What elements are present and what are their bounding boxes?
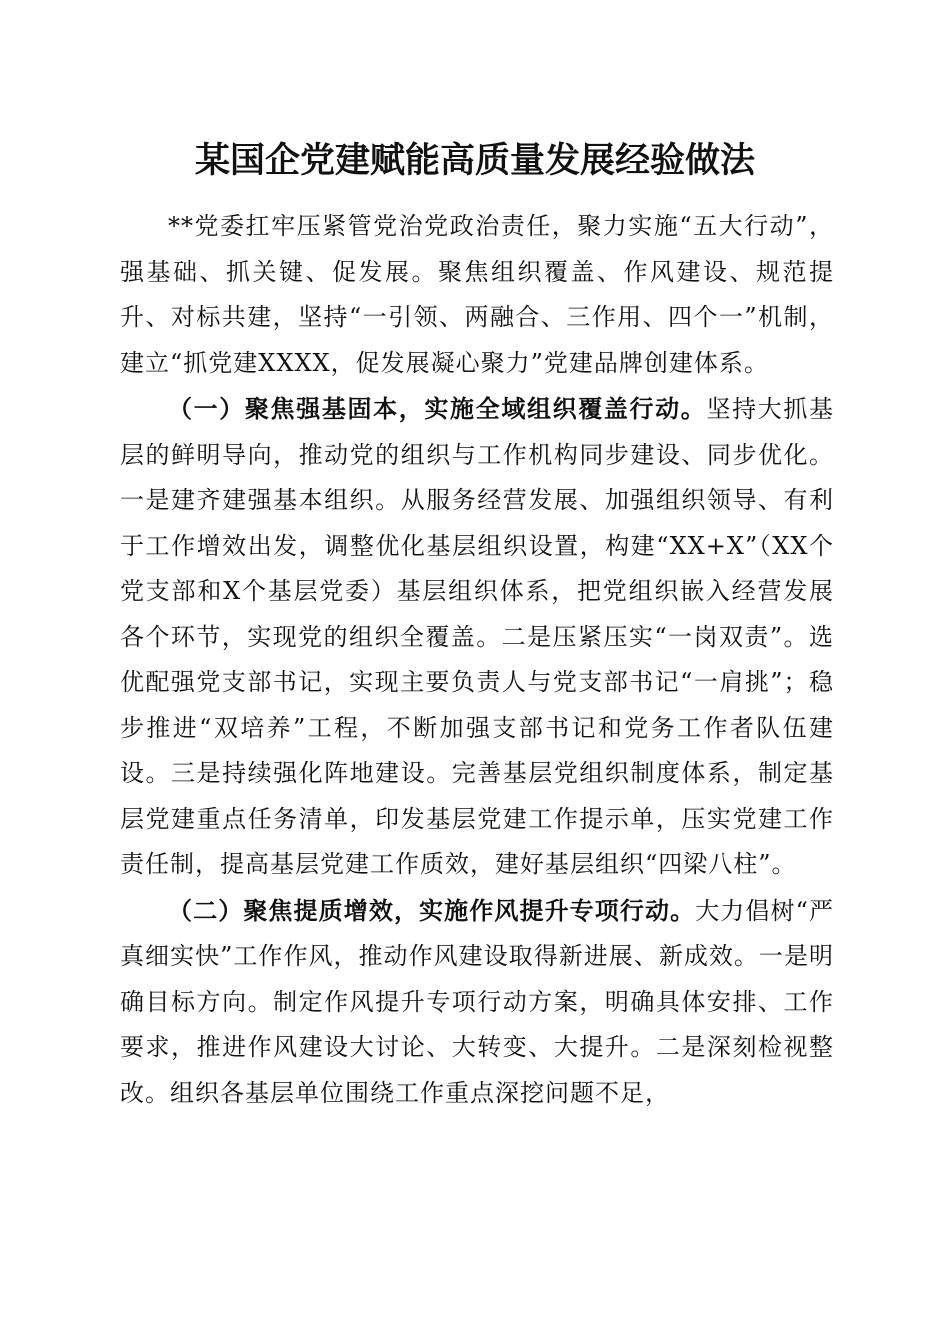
document-title: 某国企党建赋能高质量发展经验做法 xyxy=(194,140,755,181)
section-heading-2: （二）聚焦提质增效，实施作风提升专项行动。 xyxy=(168,895,696,925)
section-paragraph-2 xyxy=(120,888,834,1117)
section-paragraph-1 xyxy=(120,386,834,888)
section-heading-1: （一）聚焦强基固本，实施全域组织覆盖行动。 xyxy=(168,394,707,423)
section-body-2: 大力倡树“严真细实快”工作作风，推动作风建设取得新进展、新成效。一是明确目标方向。制定作风提升专项行动方案，明确具体安排、工作要求，推进作风建设大讨论、大转变、大提升。二是深刻检视整改。组织各基层单位围绕工作重点深挖问题不足， xyxy=(120,896,834,1107)
intro-paragraph: **党委扛牢压紧管党治党政治责任，聚力实施“五大行动”，强基础、抓关键、促发展。聚焦组织覆盖、作风建设、规范提升、对标共建，坚持“一引领、两融合、三作用、四个一”机制，建立“抓党建XXXX，促发展凝心聚力”党建品牌创建体系。 xyxy=(120,212,834,377)
section-body-1: 坚持大抓基层的鲜明导向，推动党的组织与工作机构同步建设、同步优化。一是建齐建强基本组织。从服务经营发展、加强组织领导、有利于工作增效出发，调整优化基层组织设置，构建“XX+X”（XX个党支部和X个基层党委）基层组织体系，把党组织嵌入经营发展各个环节，实现党的组织全覆盖。二是压紧压实“一岗双责”。选优配强党支部书记，实现主要负责人与党支部书记“一肩挑”；稳步推进“双培养”工程，不断加强支部书记和党务工作者队伍建设。三是持续强化阵地建设。完善基层党组织制度体系，制定基层党建重点任务清单，印发基层党建工作提示单，压实党建工作责任制，提高基层党建工作质效，建好基层组织“四梁八柱”。 xyxy=(120,395,835,878)
document-body xyxy=(120,204,834,1116)
